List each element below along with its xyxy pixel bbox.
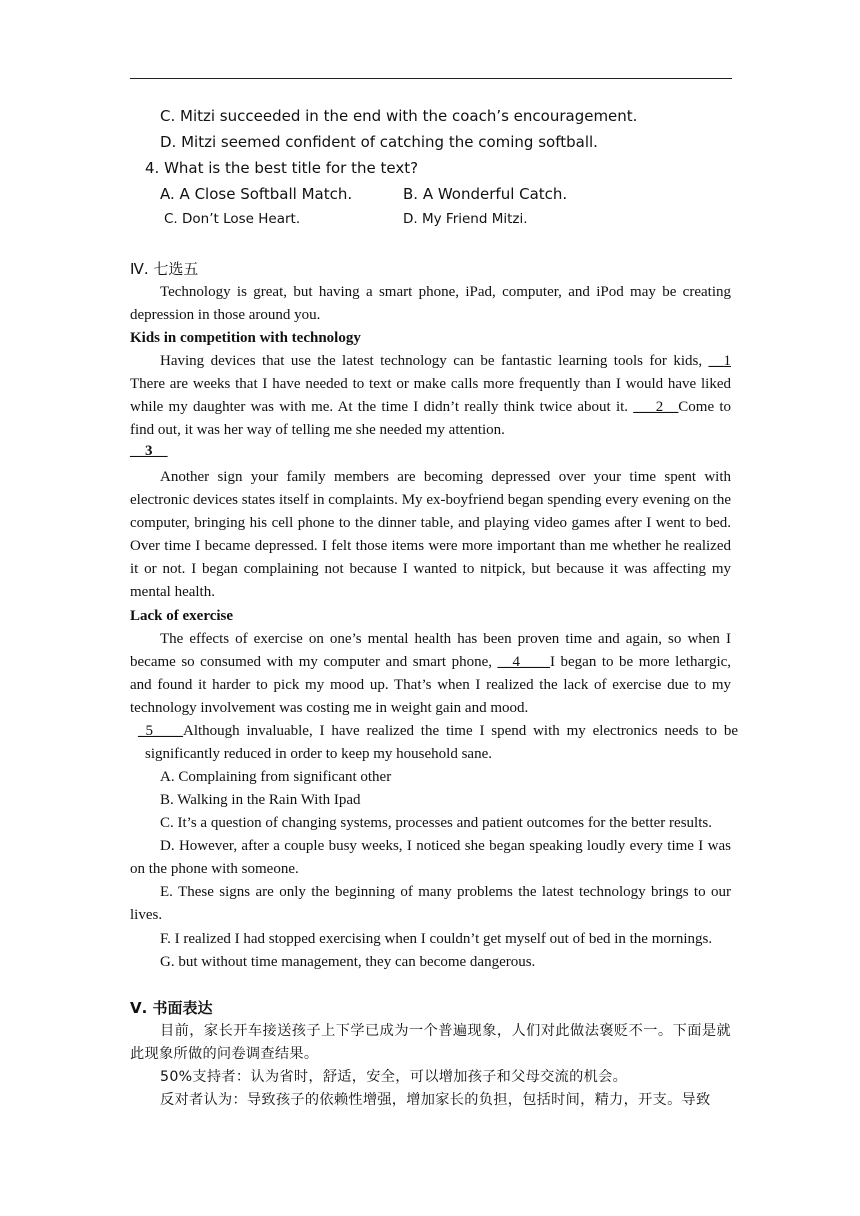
option-f: F. I realized I had stopped exercising when I couldn’t get myself out of bed in the mornings. [160, 931, 713, 947]
option-d: D. However, after a couple busy weeks, I noticed she began speaking loudly every time I was on the phone with someone. [130, 838, 731, 878]
p1-text-c: Come to find out, it was her way of telling me she needed my attention. [130, 399, 732, 439]
section4-heading: Ⅳ. 七选五 [130, 260, 199, 278]
question-4: 4. What is the best title for the text? [145, 159, 419, 177]
subheading-kids: Kids in competition with technology [130, 330, 361, 346]
blank-3: __3__ [130, 443, 168, 459]
header-rule [130, 78, 732, 79]
blank-1: __1 [708, 353, 731, 369]
q4-option-b: B. A Wonderful Catch. [403, 185, 568, 203]
p1-text-a: Having devices that use the latest technology can be fantastic learning tools for kids, [160, 353, 703, 369]
section5-heading: Ⅴ. 书面表达 [130, 999, 213, 1017]
p3-text-a: The effects of exercise on one’s mental health has been proven time and again, so when I became so consumed with my computer and smart phone, [130, 631, 731, 671]
q4-option-d: D. My Friend Mitzi. [403, 211, 528, 227]
paragraph-kids [130, 350, 731, 442]
option-c: C. It’s a question of changing systems, processes and patient outcomes for the better results. [160, 815, 712, 831]
option-b: B. Walking in the Rain With Ipad [160, 792, 361, 808]
q4-option-c: C. Don’t Lose Heart. [164, 211, 301, 227]
option-a: A. Complaining from significant other [160, 769, 392, 785]
option-e: E. These signs are only the beginning of many problems the latest technology brings to our lives. [130, 884, 731, 924]
section5-paragraph-3: 反对者认为：导致孩子的依赖性增强，增加家长的负担，包括时间，精力，开支。导致 [160, 1092, 711, 1108]
option-d-text: D. Mitzi seemed confident of catching the coming softball. [160, 133, 598, 151]
option-c-text: C. Mitzi succeeded in the end with the coach’s encouragement. [160, 107, 638, 125]
option-g: G. but without time management, they can become dangerous. [160, 954, 536, 970]
paragraph-5 [138, 720, 738, 766]
section5-paragraph-2: 50%支持者：认为省时，舒适，安全，可以增加孩子和父母交流的机会。 [160, 1069, 628, 1085]
blank-4: __4____ [497, 654, 551, 671]
p1-text-b: There are weeks that I have needed to text or make calls more frequently than I would have liked while my daughter was with me. At the time I didn’t really think twice about it. [130, 376, 731, 416]
subheading-exercise: Lack of exercise [130, 608, 234, 624]
p4-text: Although invaluable, I have realized the time I spend with my electronics needs to be significantly reduced in order to keep my household sane. [145, 723, 738, 763]
blank-5: _5____ [138, 723, 183, 739]
paragraph-exercise [130, 628, 731, 720]
section5-paragraph-1: 目前，家长开车接送孩子上下学已成为一个普遍现象，人们对此做法褒贬不一。下面是就此现象所做的问卷调查结果。 [130, 1023, 731, 1063]
p3-text-b: I began to be more lethargic, and found it harder to pick my mood up. That’s when I realized the lack of exercise due to my technology involvement was costing me in weight gain and mood. [130, 654, 732, 717]
blank-2: ___2__ [633, 399, 679, 416]
intro-paragraph: Technology is great, but having a smart phone, iPad, computer, and iPod may be creating depression in those around you. [130, 284, 731, 324]
q4-option-a: A. A Close Softball Match. [160, 185, 353, 203]
paragraph-complaints: Another sign your family members are becoming depressed over your time spent with electronic devices states itself in complaints. My ex-boyfriend began spending every evening on the computer, bringing his cell phone to the dinner table, and playing video games after I went to bed. Over time I became depressed. I felt those items were more important than me whether he realized it or not. I began complaining not because I wanted to nitpick, but because it was affecting my mental health. [130, 469, 731, 601]
